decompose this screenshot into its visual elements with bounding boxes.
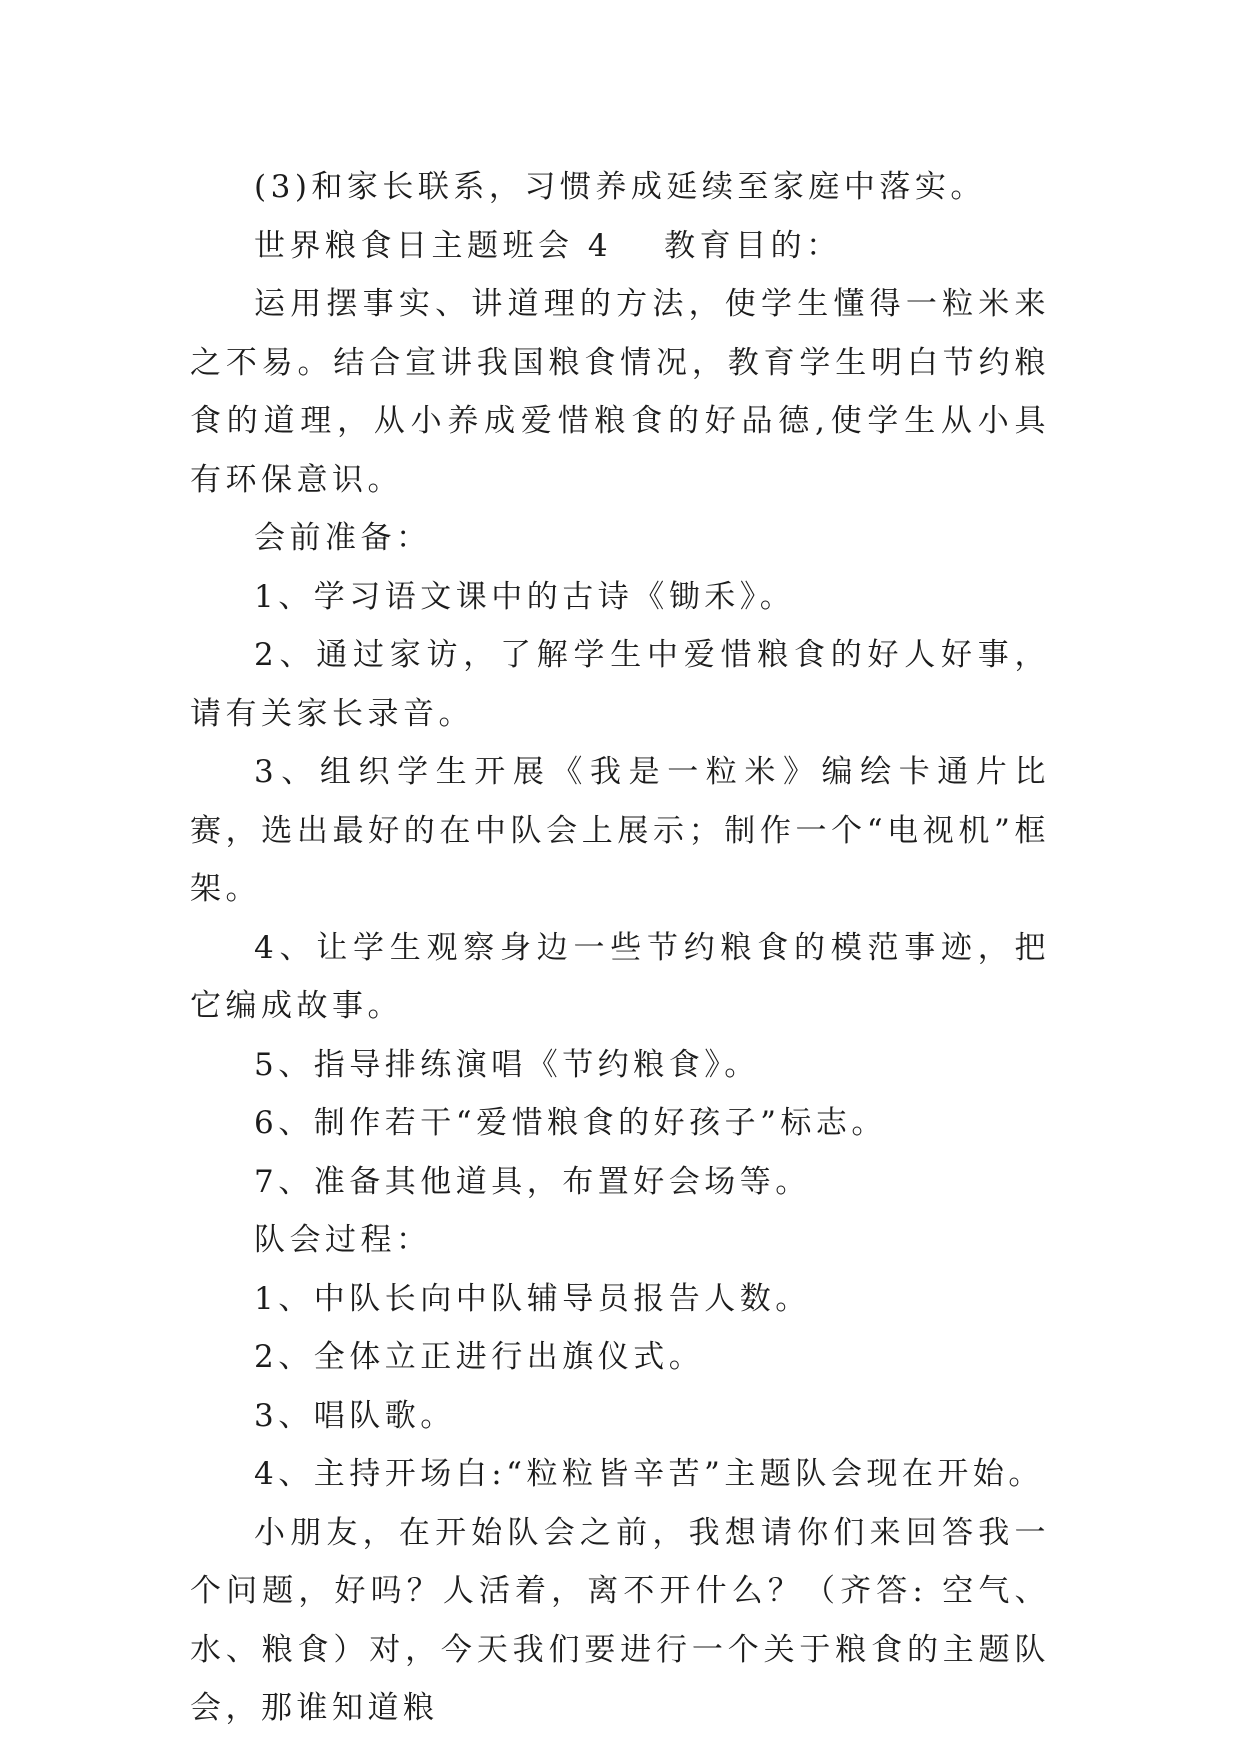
paragraph-process-item-2: 2、全体立正进行出旗仪式。	[254, 1339, 705, 1375]
paragraph-process-heading: 队会过程：	[254, 1222, 432, 1258]
paragraph-prep-item-3: 3、组织学生开展《我是一粒米》编绘卡通片比赛，选出最好的在中队会上展示；制作一个“电视机”框架。	[190, 754, 1050, 907]
paragraph-prep-item-6: 6、制作若干“爱惜粮食的好孩子”标志。	[254, 1105, 887, 1141]
paragraph-education-goal: 运用摆事实、讲道理的方法，使学生懂得一粒米来之不易。结合宣讲我国粮食情况，教育学生明白节约粮食的道理，从小养成爱惜粮食的好品德,使学生从小具有环保意识。	[190, 286, 1050, 498]
paragraph-section-title	[190, 217, 1050, 276]
paragraph-preparation-heading: 会前准备：	[254, 520, 432, 556]
paragraph-host-dialogue: 小朋友，在开始队会之前，我想请你们来回答我一个问题，好吗？人活着，离不开什么？（齐答: 空气、水、粮食）对，今天我们要进行一个关于粮食的主题队会，那谁知道粮	[190, 1514, 1050, 1726]
document-body	[190, 158, 1050, 1738]
paragraph-process-item-4: 4、主持开场白:“粒粒皆辛苦”主题队会现在开始。	[254, 1456, 1044, 1492]
paragraph-prep-item-7: 7、准备其他道具，布置好会场等。	[254, 1163, 811, 1200]
paragraph-family-contact: (3)和家长联系，习惯养成延续至家庭中落实。	[254, 169, 986, 205]
paragraph-process-item-3: 3、唱队歌。	[254, 1397, 456, 1434]
education-goal-label: 教育目的：	[664, 227, 842, 264]
paragraph-process-item-1: 1、中队长向中队辅导员报告人数。	[254, 1280, 811, 1317]
paragraph-prep-item-1: 1、学习语文课中的古诗《锄禾》。	[254, 578, 796, 615]
paragraph-prep-item-4: 4、让学生观察身边一些节约粮食的模范事迹，把它编成故事。	[190, 929, 1050, 1024]
paragraph-prep-item-5: 5、指导排练演唱《节约粮食》。	[254, 1046, 760, 1083]
paragraph-prep-item-2: 2、通过家访，了解学生中爱惜粮食的好人好事，请有关家长录音。	[190, 637, 1050, 732]
section-title: 世界粮食日主题班会 4	[254, 227, 613, 264]
